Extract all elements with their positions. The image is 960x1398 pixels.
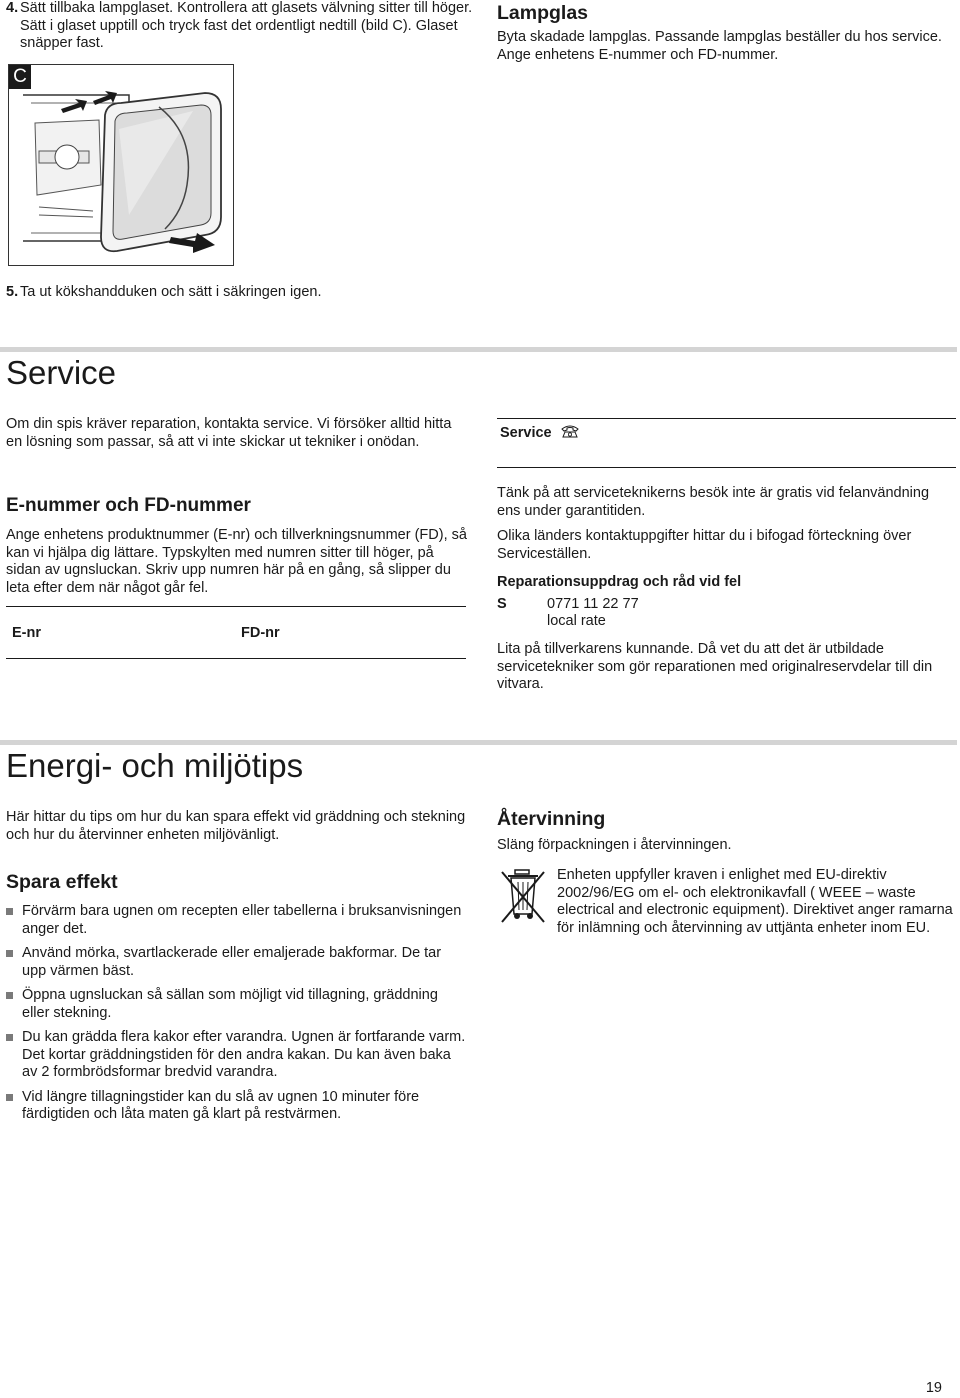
lampglas-text: Byta skadade lampglas. Passande lampglas beställer du hos service. Ange enhetens E-nummer och FD-nummer. bbox=[497, 29, 942, 63]
phone-rate: local rate bbox=[547, 613, 606, 629]
enr-label: E-nr bbox=[12, 625, 41, 641]
page-number: 19 bbox=[925, 1380, 942, 1396]
trust-text: Lita på tillverkarens kunnande. Då vet du att det är utbildade servicetekniker som gör reparationen med originalreservdelar till din vitvara. bbox=[497, 641, 933, 692]
service-box-text-2: Olika länders kontaktuppgifter hittar du i bifogad förteckning över Serviceställen. bbox=[497, 528, 912, 562]
list-item bbox=[6, 1089, 466, 1124]
atervinning-text: Släng förpackningen i återvinningen. bbox=[497, 837, 732, 853]
fdnr-label: FD-nr bbox=[241, 625, 280, 641]
figure-label: C bbox=[9, 65, 31, 89]
section-divider bbox=[0, 740, 957, 745]
service-heading: Service bbox=[6, 354, 117, 391]
energi-heading: Energi- och miljötips bbox=[6, 747, 304, 784]
form-top-rule bbox=[6, 606, 466, 607]
form-bottom-rule bbox=[6, 658, 466, 659]
tips-list bbox=[6, 903, 466, 1131]
section-divider bbox=[0, 347, 957, 352]
tip-text: Använd mörka, svartlackerade eller emaljerade bakformar. De tar upp värmen bäst. bbox=[22, 945, 442, 979]
service-box-text-1: Tänk på att serviceteknikerns besök inte är gratis vid felanvändning ens under garantitiden. bbox=[497, 485, 930, 519]
enummer-text: Ange enhetens produktnummer (E-nr) och tillverkningsnummer (FD), så kan vi hjälpa dig lättare. Typskylten med numren sitter till höger, på sidan av ugnsluckan. Skriv upp numren här på en gång, så slipper du leta efter dem när något går fel. bbox=[6, 527, 467, 596]
tip-text: Öppna ugnsluckan så sällan som möjligt vid tillagning, gräddning eller stekning. bbox=[22, 987, 438, 1021]
step-text: Ta ut kökshandduken och sätt i säkringen igen. bbox=[20, 284, 322, 300]
bullet-icon bbox=[6, 908, 13, 915]
enummer-heading: E-nummer och FD-nummer bbox=[6, 495, 251, 516]
weee-text: Enheten uppfyller kraven i enlighet med EU-direktiv 2002/96/EG om el- och elektronikavfall ( WEEE – waste electrical and electronic equipment). Direktivet anger ramarna för inlämning och återvinning av uttjänta enheter inom EU. bbox=[557, 867, 953, 936]
spara-heading: Spara effekt bbox=[6, 871, 118, 893]
bullet-icon bbox=[6, 1094, 13, 1101]
list-item bbox=[6, 945, 466, 980]
phone-icon bbox=[560, 424, 580, 438]
energi-intro: Här hittar du tips om hur du kan spara effekt vid gräddning och stekning och hur du återvinner enheten miljövänligt. bbox=[6, 809, 466, 843]
atervinning-heading: Återvinning bbox=[497, 808, 606, 830]
list-item bbox=[6, 903, 466, 938]
tip-text: Du kan grädda flera kakor efter varandra. Ugnen är fortfarande varm. Det kortar gräddningstiden för den andra kakan. Du kan även baka av 2 formbrödsformar bredvid varandra. bbox=[22, 1029, 466, 1080]
service-box-title bbox=[500, 424, 580, 443]
list-item bbox=[6, 987, 466, 1022]
box-title-rule bbox=[497, 467, 956, 468]
phone-number: 0771 11 22 77 bbox=[547, 596, 639, 612]
tip-text: Vid längre tillagningstider kan du slå av ugnen 10 minuter före färdigtiden och låta maten gå klart på restvärmen. bbox=[22, 1088, 420, 1122]
service-box-label: Service bbox=[500, 425, 552, 441]
country-code: S bbox=[497, 596, 507, 612]
repair-heading: Reparationsuppdrag och råd vid fel bbox=[497, 574, 742, 590]
step-number: 5. bbox=[6, 284, 19, 300]
bullet-icon bbox=[6, 1034, 13, 1041]
service-intro: Om din spis kräver reparation, kontakta service. Vi försöker alltid hitta en lösning som passar, så att vi inte skickar ut tekniker i onödan. bbox=[6, 416, 452, 450]
step-number: 4. bbox=[6, 0, 19, 16]
list-item bbox=[6, 1029, 466, 1082]
lamp-glass-illustration bbox=[9, 65, 233, 265]
weee-bin-icon bbox=[500, 868, 546, 924]
box-top-rule bbox=[497, 418, 956, 419]
lampglas-heading: Lampglas bbox=[497, 2, 589, 24]
figure-c bbox=[8, 64, 234, 266]
step-text: Sätt tillbaka lampglaset. Kontrollera att glasets välvning sitter till höger. Sätt i glaset upptill och tryck fast det ordentligt nedtill (bild C). Glaset snäpper fast. bbox=[20, 0, 473, 51]
bullet-icon bbox=[6, 950, 13, 957]
tip-text: Förvärm bara ugnen om recepten eller tabellerna i bruksanvisningen anger det. bbox=[22, 903, 462, 937]
bullet-icon bbox=[6, 992, 13, 999]
